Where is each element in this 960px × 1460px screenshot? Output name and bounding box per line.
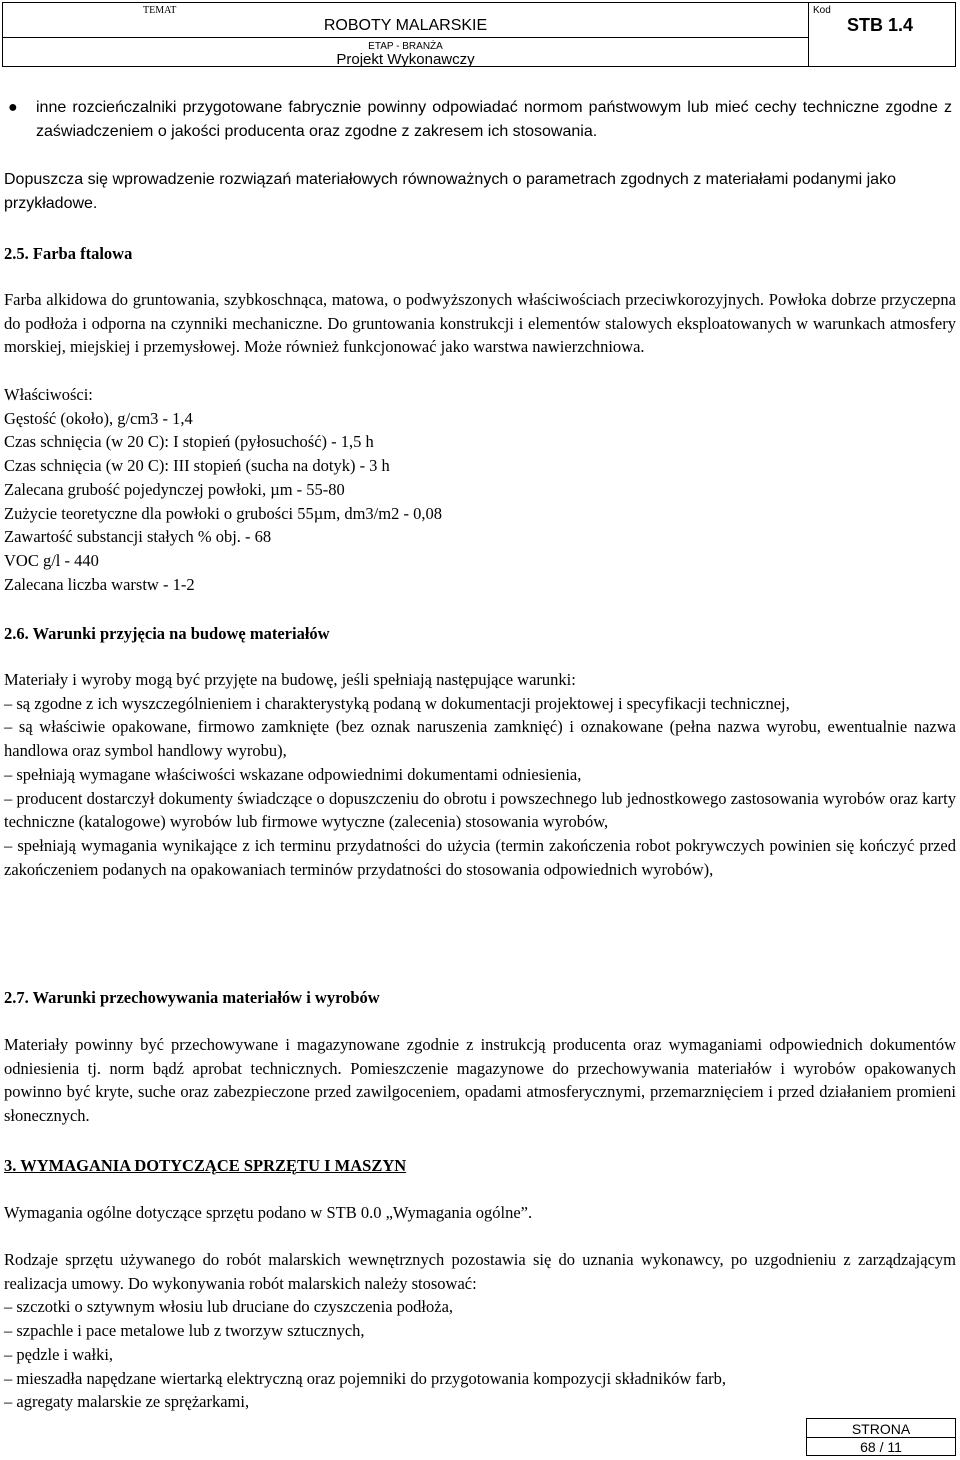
temat-label: TEMAT	[143, 5, 177, 16]
header-etap: ETAP - BRANŻA	[368, 41, 443, 52]
page-label: STRONA	[851, 1421, 911, 1437]
document-code: STB 1.4	[847, 15, 914, 35]
footer-divider	[807, 1437, 955, 1438]
list-item: – mieszadła napędzane wiertarką elektryczną oraz pojemniki do przygotowania kompozycji składników farb,	[4, 1368, 727, 1388]
paragraph-rodzaje-sprzetu: Rodzaje sprzętu używanego do robót malarskich wewnętrznych pozostawia się do uznania wykonawcy, po uzgodnieniu z zarządzającym realizacja umowy. Do wykonywania robót malarskich należy stosować:	[4, 1250, 956, 1293]
page-number-box	[806, 1418, 956, 1456]
section-heading-2-6: 2.6. Warunki przyjęcia na budowę materiałów	[4, 624, 330, 643]
property-line: Zalecana liczba warstw - 1-2	[4, 574, 195, 594]
header-projekt: Projekt Wykonawczy	[336, 51, 475, 68]
property-line: Zalecana grubość pojedynczej powłoki, µm - 55-80	[4, 479, 345, 499]
section-heading-2-5: 2.5. Farba ftalowa	[4, 244, 133, 263]
document-header	[2, 2, 956, 67]
list-item: – spełniają wymagania wynikające z ich terminu przydatności do użycia (termin zakończenia robot pokrywczych powinien się kończyć przed zakończeniem podanych na opakowaniach terminów przydatności do stosowania odpowiednich wyrobów),	[4, 835, 956, 879]
list-item: – agregaty malarskie ze sprężarkami,	[4, 1392, 250, 1412]
list-item: – są zgodne z ich wyszczególnieniem i charakterystyką podaną w dokumentacji projektowej i specyfikacji technicznej,	[4, 693, 790, 713]
list-item: – szpachle i pace metalowe lub z tworzyw sztucznych,	[4, 1321, 365, 1341]
list-item: – spełniają wymagane właściwości wskazane odpowiednimi dokumentami odniesienia,	[4, 764, 582, 784]
bullet-text: inne rozcieńczalniki przygotowane fabrycznie powinny odpowiadać normom państwowym lub mieć cechy techniczne zgodne z zaświadczeniem o jakości producenta oraz zgodne z zakresem ich stosowania.	[36, 99, 952, 140]
list-item: – szczotki o sztywnym włosiu lub druciane do czyszczenia podłoża,	[4, 1297, 454, 1317]
list-item: – są właściwie opakowane, firmowo zamknięte (bez oznak naruszenia zamknięć) i oznakowane (pełna nazwa wyrobu, ewentualnie nazwa handlowa oraz symbol handlowy wyrobu),	[4, 717, 956, 761]
property-line: Właściwości:	[4, 385, 93, 404]
page-number: 68 / 11	[860, 1439, 902, 1455]
list-item: – producent dostarczył dokumenty świadczące o dopuszczeniu do obrotu i powszechnego lub jednostkowego zastosowania wyrobów oraz karty techniczne (katalogowe) wyrobów lub firmowe wytyczne (zalecenia) stosowania wyrobów,	[4, 788, 956, 832]
header-title: ROBOTY MALARSKIE	[323, 17, 488, 34]
header-divider	[3, 37, 808, 38]
paragraph-intro: Materiały i wyroby mogą być przyjęte na budowę, jeśli spełniają następujące warunki:	[4, 670, 576, 689]
property-line: Czas schnięcia (w 20 C): I stopień (pyłosuchość) - 1,5 h	[4, 432, 374, 452]
kod-label: Kod	[813, 5, 831, 16]
bullet-dot-icon: ●	[8, 99, 18, 116]
property-line: Zużycie teoretyczne dla powłoki o grubości 55µm, dm3/m2 - 0,08	[4, 503, 442, 523]
section-heading-3: 3. WYMAGANIA DOTYCZĄCE SPRZĘTU I MASZYN	[4, 1156, 407, 1175]
paragraph-przechowywanie: Materiały powinny być przechowywane i magazynowane zgodnie z instrukcją producenta oraz wymaganiami odpowiednich dokumentów odniesienia tj. norm bądź aprobat technicznych. Pomieszczenie magazynowe do przechowywania materiałów i wyrobów opakowanych powinno być kryte, suche oraz zabezpieczone przed zawilgoceniem, opadami atmosferycznymi, przemarznięciem i przed działaniem promieni słonecznych.	[4, 1035, 956, 1126]
property-line: Gęstość (około), g/cm3 - 1,4	[4, 408, 193, 428]
property-line: VOC g/l - 440	[4, 550, 99, 570]
paragraph-wymagania-ogolne: Wymagania ogólne dotyczące sprzętu podano w STB 0.0 „Wymagania ogólne”.	[4, 1203, 533, 1222]
header-title-cell	[3, 3, 809, 66]
section-heading-2-7: 2.7. Warunki przechowywania materiałów i wyrobów	[4, 988, 380, 1007]
paragraph-farba-alkidowa: Farba alkidowa do gruntowania, szybkoschnąca, matowa, o podwyższonych właściwościach przeciwkorozyjnych. Powłoka dobrze przyczepna do podłoża i odporna na czynniki mechaniczne. Do gruntowania konstrukcji i elementów stalowych eksploatowanych w warunkach atmosfery morskiej, miejskiej i przemysłowej. Może również funkcjonować jako warstwa nawierzchniowa.	[4, 290, 956, 357]
header-code-cell	[809, 3, 955, 66]
section-3-body	[4, 1248, 956, 1414]
list-item: – pędzle i wałki,	[4, 1344, 114, 1364]
properties-list	[4, 383, 956, 596]
section-2-6-body	[4, 668, 956, 881]
property-line: Czas schnięcia (w 20 C): III stopień (sucha na dotyk) - 3 h	[4, 456, 390, 476]
paragraph-dopuszcza: Dopuszcza się wprowadzenie rozwiązań materiałowych równoważnych o parametrach zgodnych z materiałami podanymi jako przykładowe.	[4, 171, 896, 212]
property-line: Zawartość substancji stałych % obj. - 68	[4, 527, 272, 547]
